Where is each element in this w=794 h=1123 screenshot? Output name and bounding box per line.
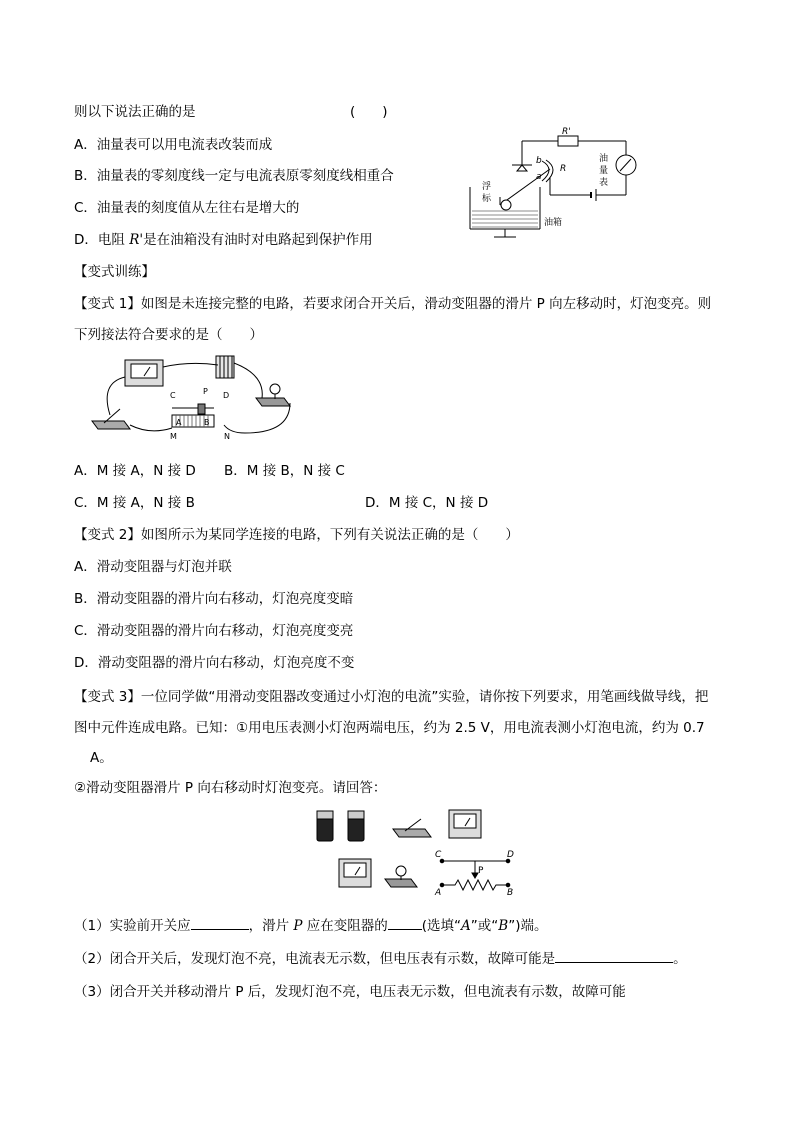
tank-label: 油箱 <box>544 218 563 228</box>
v1-label-n: N <box>224 432 230 441</box>
v1-label-b: B <box>204 418 210 427</box>
v3-label-c: C <box>435 850 442 860</box>
v3-q1: （1）实验前开关应 ，滑片 P 应在变阻器的 (选填“A”或“B”)端。 <box>74 918 548 934</box>
v3-line-3: A。 <box>90 750 113 766</box>
v3-line-1: 【变式 3】一位同学做“用滑动变阻器改变通过小灯泡的电流”实验，请你按下列要求，用笔画线做导线，把 <box>74 689 709 705</box>
v3-label-a: A <box>435 888 442 898</box>
v1-option-d: D．M 接 C，N 接 D <box>365 495 489 511</box>
option-d: D．电阻 R'是在油箱没有油时对电路起到保护作用 <box>74 232 373 248</box>
v3-label-b: B <box>507 888 514 898</box>
v2-option-d: D．滑动变阻器的滑片向右移动，灯泡亮度不变 <box>74 655 355 671</box>
option-c: C．油量表的刻度值从左往右是增大的 <box>74 200 300 216</box>
v2-option-b: B．滑动变阻器的滑片向右移动，灯泡亮度变暗 <box>74 591 354 607</box>
v1-label-c: C <box>170 391 176 400</box>
label-r-prime: R' <box>562 127 571 137</box>
v3-tag: 【变式 3】 <box>74 689 141 705</box>
meter-label-3: 表 <box>599 178 609 188</box>
v3-line-4: ②滑动变阻器滑片 P 向右移动时灯泡变亮。请回答： <box>74 780 387 796</box>
q1-blank-2[interactable] <box>388 917 422 930</box>
v1-option-c: C．M 接 A，N 接 B <box>74 495 195 511</box>
float-label-1: 浮 <box>482 182 492 192</box>
section-heading: 【变式训练】 <box>74 264 155 280</box>
v1-option-a: A．M 接 A，N 接 D <box>74 463 196 479</box>
v3-q3: （3）闭合开关并移动滑片 P 后，发现灯泡不亮，电压表无示数，但电流表有示数，故障可能 <box>74 984 626 1000</box>
v1-label-m: M <box>170 432 177 441</box>
label-b: b <box>536 156 542 166</box>
v1-line-1: 【变式 1】如图是未连接完整的电路，若要求闭合开关后，滑动变阻器的滑片 P 向左移动时，灯泡变亮。则 <box>74 296 712 312</box>
v1-label-p: P <box>203 387 208 396</box>
v1-label-a: A <box>176 418 182 427</box>
v2-option-c: C．滑动变阻器的滑片向右移动，灯泡亮度变亮 <box>74 623 354 639</box>
v1-circuit-figure <box>90 353 320 443</box>
option-a: A．油量表可以用电流表改装而成 <box>74 137 273 153</box>
v3-q2: （2）闭合开关后，发现灯泡不亮，电流表无示数，但电压表有示数，故障可能是 。 <box>74 951 687 967</box>
v1-label-d: D <box>223 391 230 400</box>
v1-option-b: B．M 接 B，N 接 C <box>224 463 345 479</box>
v3-components-figure <box>315 805 525 900</box>
v3-line-2: 图中元件连成电路。已知：①用电压表测小灯泡两端电压，约为 2.5 V，用电流表测小灯泡电流，约为 0.7 <box>74 720 705 736</box>
question-intro-text: 则以下说法正确的是 <box>74 104 196 120</box>
meter-label-1: 油 <box>599 154 609 164</box>
question-intro <box>74 103 196 121</box>
v1-line-2: 下列接法符合要求的是（ ） <box>74 327 263 343</box>
float-label-2: 标 <box>482 194 492 204</box>
v2-option-a: A．滑动变阻器与灯泡并联 <box>74 559 232 575</box>
v1-tag: 【变式 1】 <box>74 296 141 312</box>
fuel-gauge-circuit-figure <box>470 125 640 240</box>
option-b: B．油量表的零刻度线一定与电流表原零刻度线相重合 <box>74 168 394 184</box>
label-a: a <box>536 172 542 182</box>
meter-label-2: 量 <box>599 166 609 176</box>
answer-paren: ( ) <box>350 104 388 120</box>
v3-label-d: D <box>507 850 514 860</box>
q1-blank-1[interactable] <box>191 917 249 930</box>
v2-tag: 【变式 2】 <box>74 527 141 543</box>
v3-label-p: P <box>478 866 484 876</box>
v2-line-1: 【变式 2】如图所示为某同学连接的电路，下列有关说法正确的是（ ） <box>74 527 519 543</box>
label-r: R <box>560 164 567 174</box>
resistor-symbol: R' <box>129 232 144 248</box>
q2-blank[interactable] <box>555 950 673 963</box>
